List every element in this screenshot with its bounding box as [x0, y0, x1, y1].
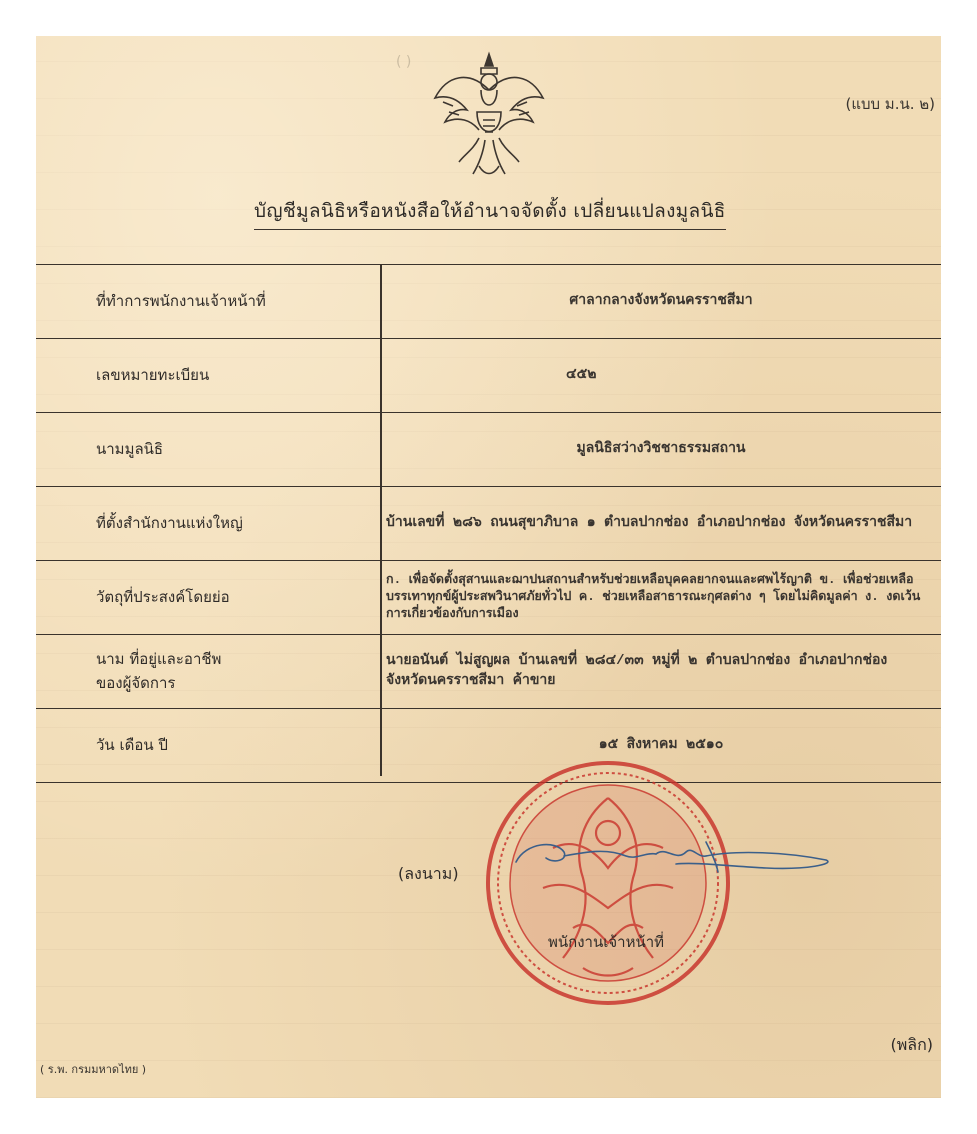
row-value: ๑๕ สิงหาคม ๒๕๑๐ — [598, 736, 724, 753]
officer-title: พนักงานเจ้าหน้าที่ — [548, 933, 665, 951]
printer-credit: ( ร.พ. กรมมหาดไทย ) — [40, 1063, 147, 1076]
signature-label: (ลงนาม) — [398, 864, 459, 883]
table-row — [36, 339, 941, 413]
row-value: นายอนันต์ ไม่สูญผล บ้านเลขที่ ๒๘๔/๓๓ หมู่ที่ ๒ ตำบลปากช่อง อำเภอปากช่อง จังหวัดนครราชสีมา ค้าขาย — [386, 652, 888, 689]
row-value: มูลนิธิสว่างวิชชาธรรมสถาน — [576, 440, 746, 457]
document-title: บัญชีมูลนิธิหรือหนังสือให้อำนาจจัดตั้ง เปลี่ยนแปลงมูลนิธิ — [254, 196, 726, 230]
row-label: เลขหมายทะเบียน — [96, 365, 210, 384]
table-row — [36, 487, 941, 561]
table-row — [36, 413, 941, 487]
row-value: ศาลากลางจังหวัดนครราชสีมา — [569, 292, 753, 309]
table-row — [36, 561, 941, 635]
row-label: ที่ตั้งสำนักงานแห่งใหญ่ — [96, 513, 243, 532]
row-value: ก. เพื่อจัดตั้งสุสานและฌาปนสถานสำหรับช่วยเหลือบุคคลยากจนและศพไร้ญาติ ข. เพื่อช่วยเหลือบรรเทาทุกข์ผู้ประสพวินาศภัยทั่วไป ค. ช่วยเหลือสาธารณะกุศลต่าง ๆ โดยไม่คิดมูลค่า ง. งดเว้นการเกี่ยวข้องกับการเมือง — [386, 573, 921, 621]
row-label — [96, 635, 376, 708]
row-label: นามมูลนิธิ — [96, 439, 164, 458]
document-page — [36, 36, 941, 1098]
table-row — [36, 635, 941, 709]
row-value: บ้านเลขที่ ๒๘๖ ถนนสุขาภิบาล ๑ ตำบลปากช่อง อำเภอปากช่อง จังหวัดนครราชสีมา — [386, 514, 913, 531]
row-label: ที่ทำการพนักงานเจ้าหน้าที่ — [96, 291, 266, 310]
row-label: วัน เดือน ปี — [96, 735, 168, 754]
column-divider — [380, 264, 382, 776]
turn-over-label: (พลิก) — [890, 1035, 933, 1054]
form-code: (แบบ ม.น. ๒) — [845, 95, 935, 113]
registration-table — [36, 264, 941, 783]
garuda-emblem-icon — [429, 50, 549, 180]
faint-header-mark: ( ) — [396, 54, 412, 70]
row-label-line: ของผู้จัดการ — [96, 673, 176, 692]
row-label-line: นาม ที่อยู่และอาชีพ — [96, 650, 222, 669]
row-value: ๔๕๒ — [566, 366, 597, 383]
row-label: วัตถุที่ประสงค์โดยย่อ — [96, 587, 230, 606]
table-row — [36, 265, 941, 339]
handwritten-signature — [506, 822, 846, 892]
